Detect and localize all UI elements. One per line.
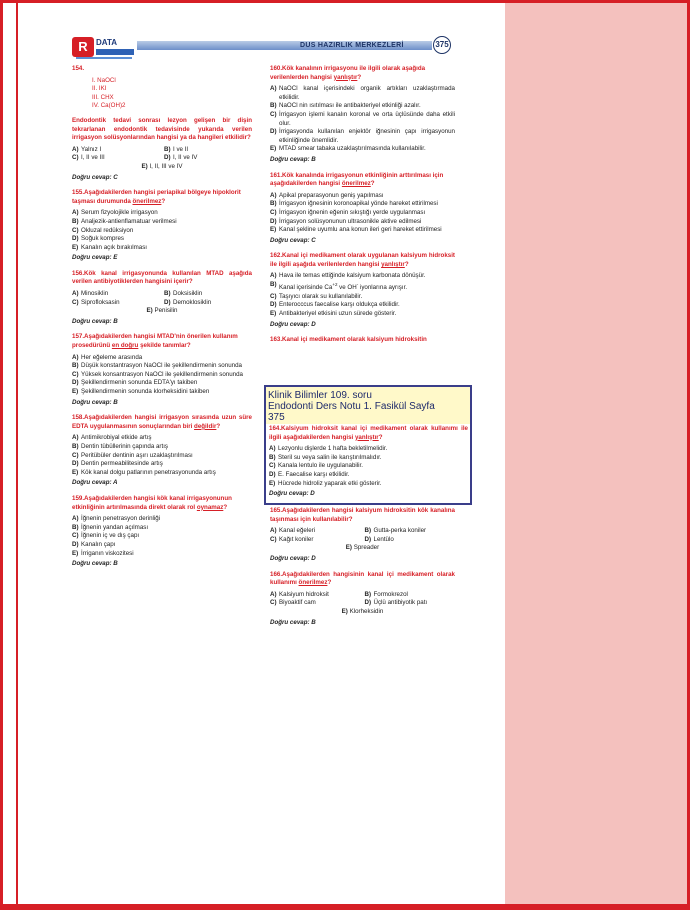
option-c: C) Peritübüler dentinin aşırı uzaklaştırılması <box>72 451 193 459</box>
option-d: D) Soğuk kompres <box>72 235 124 243</box>
roman-item: I. NaOCl <box>92 76 116 84</box>
option-a: A) Serum fizyolojikle irrigasyon <box>72 209 158 217</box>
question-165 <box>270 507 455 564</box>
answer: Doğru cevap: D <box>269 490 315 498</box>
question-159 <box>72 495 252 569</box>
option-c: C) İrrigasyon iğnenin eğenin sıkıştığı yerde uygulanması <box>270 208 426 216</box>
option-c: C) Kanala lentulo ile uygulanabilir. <box>269 462 363 470</box>
option-d: D) Lentülo <box>364 535 394 543</box>
right-column-lower <box>270 507 455 634</box>
roman-item: II. IKI <box>92 85 107 93</box>
question-stem: 159.Aşağıdakilerden hangisi kök kanal irrigasyonunun etkinliğinin artırılmasında direkt olarak rol oynamaz? <box>72 494 232 511</box>
option-e: E) Kanalın açık bırakılması <box>72 243 148 251</box>
note-line-3: 375 <box>268 412 285 423</box>
options <box>72 290 252 307</box>
option-a: A) Lezyonlu dişlerde 1 hafta bekletilmelidir. <box>269 445 388 453</box>
answer: Doğru cevap: B <box>270 618 316 626</box>
option-e: E) Kök kanal dolgu patlarının penetrasyonunda artış <box>72 468 216 476</box>
option-c: C) Yüksek konsantrasyon NaOCl ile şekillendirmenin sonunda <box>72 370 243 378</box>
option-a: A) Apikal preparasyonun geniş yapılması <box>270 191 384 199</box>
option-b: B) Dentin tübüllerinin çapında artış <box>72 442 169 450</box>
option-a: A) Kanal eğeleri <box>270 527 316 535</box>
options <box>270 591 455 608</box>
question-166 <box>270 571 455 628</box>
option-b: B) Düşük konstantrasyon NaOCl ile şekillendirmenin sonunda <box>72 362 242 370</box>
logo-badge: R <box>72 37 94 57</box>
option-e: E) I, II, III ve IV <box>141 162 183 170</box>
note-text <box>268 390 435 423</box>
logo-stripe <box>96 49 134 55</box>
option-e: E) MTAD smear tabaka uzaklaştırılmasında kullanılabilir. <box>270 145 426 153</box>
question-162 <box>270 252 455 329</box>
option-d: D) E. Faecalise karşı etkilidir. <box>269 470 350 478</box>
roman-item: IV. Ca(OH)2 <box>92 102 126 110</box>
roman-item: III. CHX <box>92 93 114 101</box>
answer: Doğru cevap: C <box>270 236 316 244</box>
answer: Doğru cevap: C <box>72 173 118 181</box>
question-stem: 166.Aşağıdakilerden hangisinin kanal içi medikament olarak kullanımı önerilmez? <box>270 570 455 587</box>
option-d: D) Kanalın çapı <box>72 540 116 548</box>
option-c: C) Kağıt koniler <box>270 535 314 543</box>
side-panel <box>505 3 687 904</box>
option-a: A) NaOCl kanal içerisindeki organik artıkları uzaklaştırmada etkilidir. <box>270 85 455 101</box>
option-d: D) Demoklosiklin <box>164 298 212 306</box>
option-e: E) İrriganın viskozitesi <box>72 549 134 557</box>
answer: Doğru cevap: B <box>72 398 118 406</box>
question-163 <box>270 336 455 345</box>
option-b: B) Gutta-perka koniler <box>364 527 427 535</box>
option-c: C) İğnenin iç ve dış çapı <box>72 532 140 540</box>
option-d: D) İrrigasyon solüsyonunun ultrasonikle aktive edilmesi <box>270 217 422 225</box>
question-156 <box>72 270 252 327</box>
option-b: B) NaOCl nin ısıtılması ile antibakteriyel etkinliği azalır. <box>270 102 421 110</box>
option-d: D) Şekillendirmenin sonunda EDTA'yı takiben <box>72 379 198 387</box>
question-155 <box>72 189 252 263</box>
option-b: B) İrrigasyon iğnesinin koronoapikal yönde hareket ettirilmesi <box>270 200 438 208</box>
question-160 <box>270 65 455 165</box>
option-a: A) İğnenin penetrasyon derinliği <box>72 515 161 523</box>
option-e: E) Kanal şekline uyumlu ana konun ileri geri hareket ettirilmesi <box>270 226 442 234</box>
option-b: B) Kanal içerisinde $Ca^{+2}$ ve OH- iyonlarına ayrışır. <box>270 281 408 292</box>
option-b: B) Steril su veya salin ile karıştırılmalıdır. <box>269 453 382 461</box>
question-161 <box>270 172 455 246</box>
logo-word: DATA <box>96 38 118 47</box>
question-stem: 157.Aşağıdakilerden hangisi MTAD'nin önerilen kullanım prosedürünü en doğru şekilde tanımlar? <box>72 333 238 350</box>
option-d: D) Üçlü antibiyotik patı <box>364 599 428 607</box>
question-154 <box>72 65 252 182</box>
option-d: D) Dentin permeabilitesinde artış <box>72 460 163 468</box>
question-164 <box>269 425 468 499</box>
option-b: B) Doksisiklin <box>164 290 203 298</box>
option-a: A) Kalsiyum hidroksit <box>270 590 329 598</box>
answer: Doğru cevap: B <box>270 155 316 163</box>
question-157 <box>72 333 252 407</box>
page-number: 375 <box>433 36 451 54</box>
question-number: 154. <box>72 65 85 72</box>
logo-underline <box>76 57 132 59</box>
option-a: A) Her eğeleme arasında <box>72 353 143 361</box>
note-line-2: Endodonti Ders Notu 1. Fasikül Sayfa <box>268 401 435 412</box>
option-a: A) Antimikrobiyal etkide artış <box>72 434 152 442</box>
question-stem: Endodontik tedavi sonrası lezyon gelişen bir dişin tekrarlanan endodontik tedavisinde yukarıda verilen irrigasyon solüsyonlarından hangisi ya da hangileri etkilidir? <box>72 116 252 142</box>
answer: Doğru cevap: D <box>270 320 316 328</box>
option-a: A) Hava ile temas ettiğinde kalsiyum karbonata dönüşür. <box>270 272 426 280</box>
option-c: C) Siprofloksasin <box>72 298 120 306</box>
option-e: E) Penisilin <box>146 307 178 315</box>
option-c: C) I, II ve III <box>72 154 105 162</box>
option-d: D) Enterocccus faecalise karşı oldukça etkilidir. <box>270 301 400 309</box>
left-column <box>72 65 252 576</box>
option-e: E) Antibakteriyel etkisini uzun sürede gösterir. <box>270 309 397 317</box>
publisher-logo <box>72 37 134 61</box>
question-stem: 160.Kök kanalının irrigasyonu ile ilgili olarak aşağıda verilenlerden hangisi yanlıştır? <box>270 65 426 81</box>
option-a: A) Yalnız I <box>72 145 102 153</box>
option-e: E) Spreader <box>345 544 380 552</box>
option-c: C) Taşıyıcı olarak su kullanılabilir. <box>270 292 363 300</box>
answer: Doğru cevap: D <box>270 554 316 562</box>
option-b: B) Analjezik-antienflamatuar verilmesi <box>72 217 177 225</box>
option-c: C) İrrigasyon işlemi kanalın koronal ve orta üçlüsünde daha etkili olur. <box>270 110 455 127</box>
answer: Doğru cevap: A <box>72 479 118 487</box>
question-stem: 165.Aşağıdakilerden hangisi kalsiyum hidroksitin kök kanalına taşınması için kullanılabilir? <box>270 507 455 523</box>
option-d: D) I, II ve IV <box>164 154 198 162</box>
question-stem: 163.Kanal içi medikament olarak kalsiyum hidroksitin <box>270 336 427 344</box>
question-158 <box>72 414 252 488</box>
option-e: E) Hücrede hidroliz yaparak etki gösterir. <box>269 479 382 487</box>
option-c: C) Biyoaktif cam <box>270 599 316 607</box>
question-stem: 155.Aşağıdakilerden hangisi periapikal bölgeye hipoklorit taşması durumunda önerilmez? <box>72 189 241 205</box>
note-box <box>264 385 472 505</box>
option-b: B) I ve II <box>164 145 189 153</box>
question-stem: 158.Aşağıdakilerden hangisi irrigasyon sırasında uzun süre EDTA uygulanmasının sonuçlarından biri değildir? <box>72 414 252 430</box>
header-title: DUS HAZIRLIK MERKEZLERİ <box>300 42 404 49</box>
option-b: B) Formokrezol <box>364 590 408 598</box>
question-stem: 156.Kök kanal irrigasyonunda kullanılan MTAD aşağıda verilen antibiyotiklerden hangisini içerir? <box>72 269 252 286</box>
options <box>270 527 455 544</box>
note-line-1: Klinik Bilimler 109. soru <box>268 390 372 401</box>
option-c: C) Okluzal redüksiyon <box>72 226 134 234</box>
answer: Doğru cevap: B <box>72 560 118 568</box>
options <box>72 146 252 163</box>
option-e: E) Şekillendirmenin sonunda klorheksidini takiben <box>72 388 210 395</box>
option-d: D) İrrigasyonda kullanılan enjektör iğnesinin çapı irrigasyonun etkinliğinde önemlidir. <box>270 128 455 144</box>
option-b: B) İğnenin yandan açılması <box>72 523 149 531</box>
question-stem: 162.Kanal içi medikament olarak uygulanan kalsiyum hidroksit ile ilgili aşağıda verilenlerden hangisi yanlıştır? <box>270 252 455 268</box>
question-stem: 161.Kök kanalında irrigasyonun etkinliğinin arttırılması için aşağıdakilerden hangisi önerilmez? <box>270 171 444 188</box>
answer: Doğru cevap: B <box>72 317 118 325</box>
option-e: E) Klorheksidin <box>341 607 384 615</box>
answer: Doğru cevap: E <box>72 254 118 262</box>
right-column <box>270 65 455 352</box>
option-a: A) Minosiklin <box>72 290 109 298</box>
question-stem: 164.Kalsiyum hidroksit kanal içi medikament olarak kullanımı ile ilgili aşağıdakilerden hangisi yanlıştır? <box>269 425 468 441</box>
